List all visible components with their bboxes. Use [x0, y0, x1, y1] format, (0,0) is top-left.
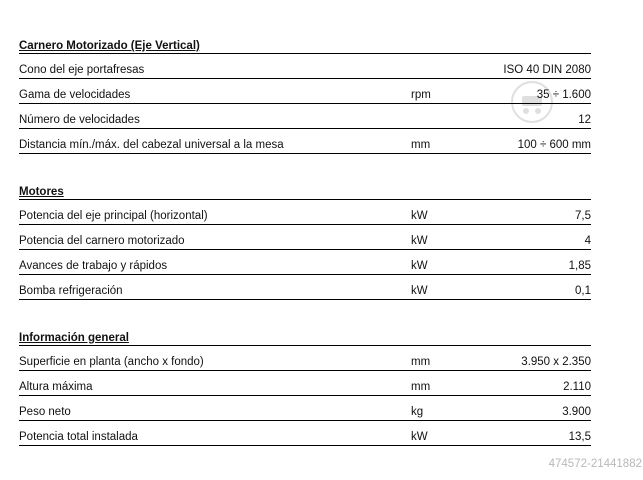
spec-row — [19, 54, 591, 79]
spec-value: 4 — [584, 235, 591, 247]
spec-value: ISO 40 DIN 2080 — [503, 64, 591, 76]
listing-id-watermark: 474572-21441882 — [548, 458, 642, 470]
spec-label: Potencia del carnero motorizado — [19, 235, 185, 247]
spec-value: 1,85 — [568, 260, 591, 272]
spec-label: Peso neto — [19, 406, 71, 418]
spec-value: 13,5 — [568, 431, 591, 443]
spec-label: Potencia total instalada — [19, 431, 138, 443]
spec-label: Avances de trabajo y rápidos — [19, 260, 168, 272]
spec-unit: kg — [411, 406, 424, 418]
spec-row — [19, 79, 591, 104]
spec-label: Superficie en planta (ancho x fondo) — [19, 356, 204, 368]
spec-unit: mm — [411, 381, 431, 393]
spec-label: Altura máxima — [19, 381, 93, 393]
spec-unit: kW — [411, 285, 428, 297]
section-carnero — [19, 39, 591, 154]
spec-unit: kW — [411, 235, 428, 247]
spec-row — [19, 346, 591, 371]
section-title: Información general — [19, 331, 591, 346]
spec-unit: mm — [411, 356, 431, 368]
spec-row — [19, 104, 591, 129]
spec-row — [19, 200, 591, 225]
spec-unit: kW — [411, 431, 428, 443]
spec-unit: kW — [411, 210, 428, 222]
faint-logo-watermark-icon — [510, 80, 554, 124]
spec-unit: rpm — [411, 89, 431, 101]
spec-label: Distancia mín./máx. del cabezal universal a la mesa — [19, 139, 284, 151]
spec-row — [19, 371, 591, 396]
spec-value: 100 ÷ 600 mm — [517, 139, 591, 151]
spec-value: 35 ÷ 1.600 — [536, 89, 591, 101]
section-informacion-general — [19, 331, 591, 446]
spec-label: Bomba refrigeración — [19, 285, 123, 297]
spec-value: 12 — [578, 114, 591, 126]
spec-value: 0,1 — [575, 285, 591, 297]
spec-label: Cono del eje portafresas — [19, 64, 145, 76]
spec-value: 3.900 — [562, 406, 591, 418]
spec-label: Potencia del eje principal (horizontal) — [19, 210, 208, 222]
spec-value: 2.110 — [563, 381, 591, 393]
spec-unit: mm — [411, 139, 431, 151]
spec-label: Gama de velocidades — [19, 89, 131, 101]
spec-row — [19, 129, 591, 154]
spec-row — [19, 396, 591, 421]
spec-row — [19, 250, 591, 275]
spec-row — [19, 225, 591, 250]
spec-row — [19, 275, 591, 300]
section-motores — [19, 185, 591, 300]
spec-sheet — [19, 39, 591, 446]
spec-value: 7,5 — [575, 210, 591, 222]
spec-row — [19, 421, 591, 446]
section-title: Motores — [19, 185, 591, 200]
section-title: Carnero Motorizado (Eje Vertical) — [19, 39, 591, 54]
spec-label: Número de velocidades — [19, 114, 140, 126]
spec-unit: kW — [411, 260, 428, 272]
spec-value: 3.950 x 2.350 — [521, 356, 591, 368]
